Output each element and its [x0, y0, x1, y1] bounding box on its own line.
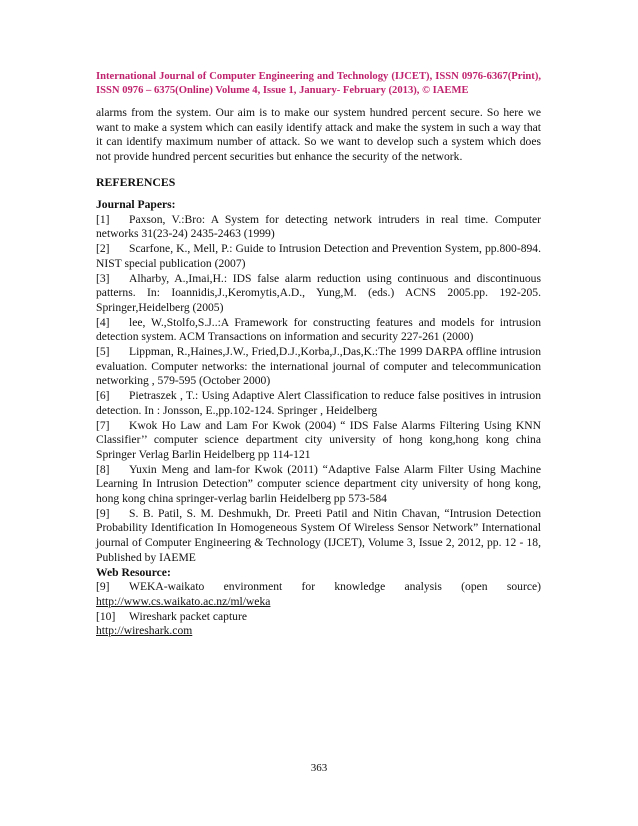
reference-text: WEKA-waikato environment for knowledge analysis (open source) [129, 580, 541, 594]
reference-text: Scarfone, K., Mell, P.: Guide to Intrusion Detection and Prevention System, pp.800-894. NIST special publication (2007) [96, 242, 541, 270]
reference-text: Paxson, V.:Bro: A System for detecting network intruders in real time. Computer networks 31(23-24) 2435-2463 (1999) [96, 212, 541, 241]
journal-header: International Journal of Computer Engineering and Technology (IJCET), ISSN 0976-6367(Print), ISSN 0976 – 6375(Online) Volume 4, Issue 1, January- February (2013), © IAEME [96, 71, 541, 96]
reference-item [96, 463, 541, 507]
reference-item [96, 419, 541, 463]
reference-number: [9] [96, 506, 110, 520]
reference-number: [7] [96, 418, 110, 432]
intro-paragraph: alarms from the system. Our aim is to make our system hundred percent secure. So here we want to make a system which can easily identify attack and make the system in such a way that it can identify maximum number of attack. So we want to develop such a system which does not provide hundred percent securities but enhance the security of the network. [96, 106, 541, 164]
reference-number: [5] [96, 345, 110, 359]
reference-text: Kwok Ho Law and Lam For Kwok (2004) “ IDS False Alarms Filtering Using KNN Classifier’’ computer science department city university of hong kong,hong kong china Springer Verlag Barlin Heidelberg pp 114-121 [96, 418, 541, 461]
reference-item [96, 213, 541, 242]
web-resource-link-line [96, 624, 541, 639]
journal-papers-heading: Journal Papers: [96, 198, 176, 211]
reference-number: [3] [96, 271, 110, 285]
references-list [96, 198, 541, 639]
references-title: REFERENCES [96, 175, 176, 189]
web-resource-link-line [96, 595, 541, 610]
reference-item [96, 389, 541, 418]
web-resource-item [96, 580, 541, 595]
reference-text: Pietraszek , T.: Using Adaptive Alert Classification to reduce false positives in intrusion detection. In : Jonsson, E.,pp.102-124. Springer , Heidelberg [96, 389, 541, 417]
reference-text: Lippman, R.,Haines,J.W., Fried,D.J.,Korba,J.,Das,K.:The 1999 DARPA offline intrusion evaluation. Computer networks: the international journal of computer and telecommunication networking , 579-595 (October 2000) [96, 345, 541, 388]
reference-item [96, 242, 541, 271]
reference-text: lee, W.,Stolfo,S.J..:A Framework for constructing features and models for intrusion detection system. ACM Transactions on information and security 227-261 (2000) [96, 315, 541, 344]
wireshark-link[interactable]: http://wireshark.com [96, 624, 193, 638]
web-resource-item [96, 610, 541, 625]
reference-item [96, 316, 541, 345]
reference-text: Wireshark packet capture [129, 609, 247, 623]
reference-number: [8] [96, 462, 110, 476]
web-resource-heading: Web Resource: [96, 565, 171, 579]
reference-number: [10] [96, 609, 116, 623]
reference-text: Alharby, A.,Imai,H.: IDS false alarm reduction using continuous and discontinuous patterns. In: Ioannidis,J.,Keromytis,A.D., Yung,M. (eds.) ACNS 2005.pp. 192-205. Springer,Heidelberg (2005) [96, 271, 541, 314]
reference-number: [1] [96, 212, 110, 226]
reference-item [96, 507, 541, 566]
weka-link[interactable]: http://www.cs.waikato.ac.nz/ml/weka [96, 594, 271, 608]
reference-item [96, 272, 541, 316]
reference-text: Yuxin Meng and lam-for Kwok (2011) “Adaptive False Alarm Filter Using Machine Learning In Intrusion Detection” computer science department city university of hong kong, hong kong china springer-verlag barlin Heidelberg pp 573-584 [96, 462, 541, 506]
reference-number: [2] [96, 242, 110, 256]
reference-number: [6] [96, 389, 110, 403]
reference-item [96, 345, 541, 389]
reference-number: [4] [96, 315, 110, 329]
reference-number: [9] [96, 580, 110, 594]
page-number: 363 [310, 762, 328, 774]
reference-text: S. B. Patil, S. M. Deshmukh, Dr. Preeti Patil and Nitin Chavan, “Intrusion Detection Probability Identification In Homogeneous System Of Wireless Sensor Network” International journal of Computer Engineering & Technology (IJCET), Volume 3, Issue 2, 2012, pp. 12 - 18, Published by IAEME [96, 506, 541, 564]
